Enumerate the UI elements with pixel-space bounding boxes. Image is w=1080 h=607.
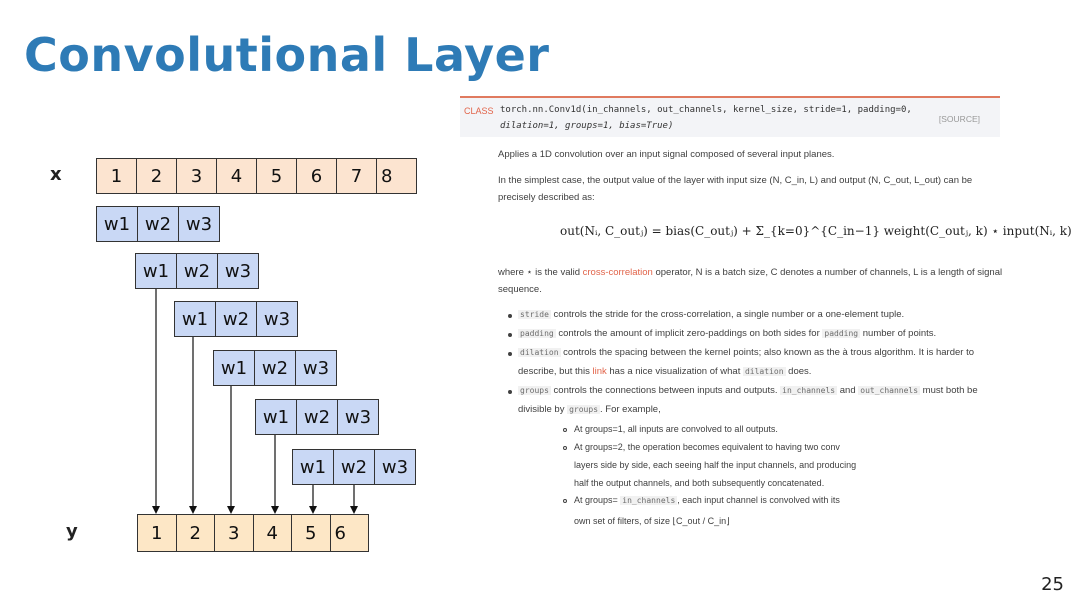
conv1d-doc-panel [446, 96, 1072, 536]
groups-2-line-3: half the output channels, and both subsequently concatenated. [574, 478, 825, 488]
page-number: 25 [1041, 574, 1064, 595]
output-cell: 5 [291, 514, 331, 552]
cross-correlation-link[interactable]: cross-correlation [582, 267, 653, 278]
kernel-cell: w3 [374, 449, 416, 485]
sub-bullet [563, 428, 567, 432]
input-row [96, 158, 416, 194]
kernel-row-2 [135, 253, 258, 289]
kernel-cell: w2 [296, 399, 338, 435]
groups-in-channels-item: At groups= in_channels , each input channel is convolved with its [574, 495, 840, 505]
kernel-cell: w3 [217, 253, 259, 289]
kernel-row-3 [174, 301, 297, 337]
bullet-dot [508, 352, 512, 356]
kernel-cell: w1 [213, 350, 255, 386]
kernel-cell: w1 [96, 206, 138, 242]
input-cell: 5 [256, 158, 297, 194]
bullet-dot [508, 333, 512, 337]
kernel-cell: w2 [254, 350, 296, 386]
groups-2-line-2: layers side by side, each seeing half the input channels, and producing [574, 460, 857, 470]
sub-bullet [563, 499, 567, 503]
dilation-item: dilation controls the spacing between the kernel points; also known as the à trous algorithm. It is harder to [520, 347, 975, 358]
kernel-cell: w3 [178, 206, 220, 242]
kernel-row-4 [213, 350, 336, 386]
output-cell: 3 [214, 514, 254, 552]
kernel-cell: w2 [176, 253, 218, 289]
class-tag: CLASS [464, 106, 494, 116]
kernel-cell: w3 [337, 399, 379, 435]
groups-item-cont: divisible by groups . For example, [518, 404, 661, 415]
kernel-cell: w2 [215, 301, 257, 337]
output-cell: 6 [330, 514, 370, 552]
signature-line-2: dilation=1, groups=1, bias=True) [500, 121, 674, 131]
class-signature [460, 96, 1000, 137]
dilation-item-cont: describe, but this link has a nice visualization of what dilation does. [518, 366, 812, 377]
intro-text: Applies a 1D convolution over an input signal composed of several input planes. [498, 149, 835, 160]
x-label: x [50, 164, 62, 185]
kernel-cell: w3 [256, 301, 298, 337]
kernel-cell: w1 [135, 253, 177, 289]
input-cell: 2 [136, 158, 177, 194]
groups-1-item: At groups=1, all inputs are convolved to all outputs. [574, 424, 778, 434]
input-cell: 4 [216, 158, 257, 194]
output-cell: 4 [253, 514, 293, 552]
groups-in-channels-cont: own set of filters, of size ⌊C_out / C_in⌋ [574, 516, 730, 526]
stride-item: stride controls the stride for the cross-correlation, a single number or a one-element tuple. [520, 309, 905, 320]
kernel-cell: w2 [333, 449, 375, 485]
conv-formula: out(Nᵢ, C_outⱼ) = bias(C_outⱼ) + Σ_{k=0}^{C_in−1} weight(C_outⱼ, k) ⋆ input(Nᵢ, k) [560, 224, 1072, 238]
groups-item: groups controls the connections between inputs and outputs. in_channels and out_channels must both be [520, 385, 978, 396]
kernel-row-1 [96, 206, 219, 242]
slide-title: Convolutional Layer [24, 28, 550, 82]
dilation-link[interactable]: link [592, 366, 607, 377]
kernel-row-6 [292, 449, 415, 485]
where-text: where ⋆ is the valid cross-correlation operator, N is a batch size, C denotes a number of channels, L is a length of signal sequence. [498, 267, 1003, 295]
kernel-cell: w1 [292, 449, 334, 485]
input-cell: 8 [376, 158, 417, 194]
input-cell: 3 [176, 158, 217, 194]
kernel-cell: w2 [137, 206, 179, 242]
input-cell: 7 [336, 158, 377, 194]
output-cell: 1 [137, 514, 177, 552]
signature-line-1: torch.nn.Conv1d(in_channels, out_channels, kernel_size, stride=1, padding=0, [500, 105, 912, 115]
output-row [137, 514, 368, 552]
source-link[interactable]: [SOURCE] [938, 114, 980, 124]
groups-2-line-1: At groups=2, the operation becomes equivalent to having two conv [574, 442, 840, 452]
kernel-cell: w3 [295, 350, 337, 386]
kernel-cell: w1 [255, 399, 297, 435]
kernel-cell: w1 [174, 301, 216, 337]
output-cell: 2 [176, 514, 216, 552]
y-label: y [66, 521, 78, 542]
padding-item: padding controls the amount of implicit zero-paddings on both sides for padding number of points. [520, 328, 937, 339]
bullet-dot [508, 390, 512, 394]
input-cell: 6 [296, 158, 337, 194]
sub-bullet [563, 446, 567, 450]
simplest-case-text: In the simplest case, the output value of the layer with input size (N, C_in, L) and output (N, C_out, L_out) can be precisely described as: [498, 175, 973, 203]
input-cell: 1 [96, 158, 137, 194]
kernel-row-5 [255, 399, 378, 435]
bullet-dot [508, 314, 512, 318]
